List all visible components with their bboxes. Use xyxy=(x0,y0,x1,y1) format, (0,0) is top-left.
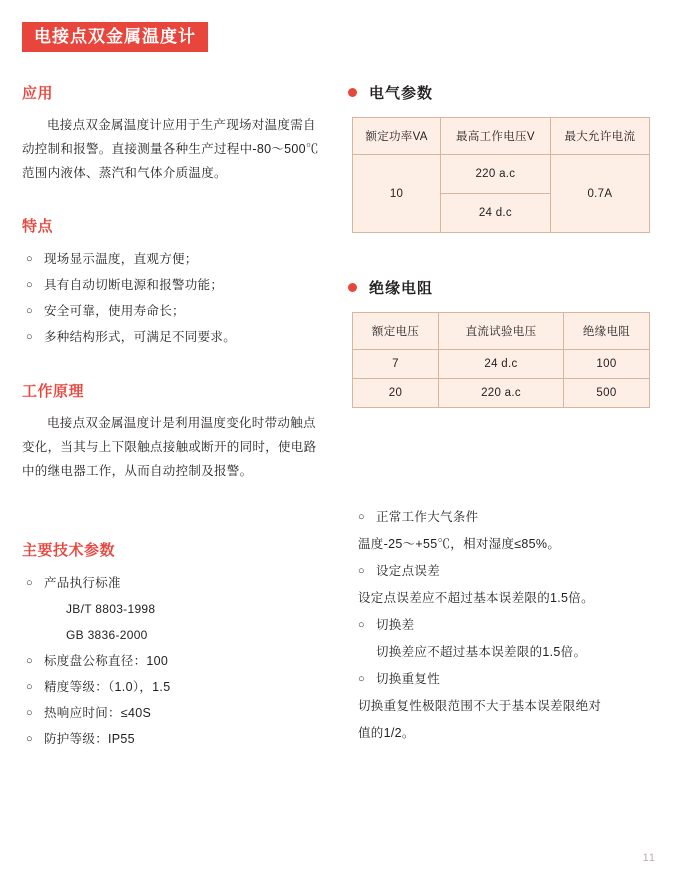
list-item: ○ 产品执行标准 xyxy=(22,570,322,596)
column-header: 额定电压 xyxy=(353,313,439,350)
column-header: 绝缘电阻 xyxy=(563,313,649,350)
list-item: ○ 精度等级：（1.0），1.5 xyxy=(22,674,322,700)
red-dot-icon xyxy=(348,88,357,97)
note-line: 切换差应不超过基本误差限的1.5倍。 xyxy=(376,645,587,659)
table-cell: 7 xyxy=(353,350,439,379)
note-line: ○ 切换差 xyxy=(348,612,658,639)
section-heading-application: 应用 xyxy=(22,85,54,102)
page-number: 11 xyxy=(642,852,656,864)
column-header: 最大允许电流 xyxy=(550,118,649,155)
insulation-heading-label: 绝缘电阻 xyxy=(369,280,434,297)
list-item: ○ 热响应时间：≤40S xyxy=(22,700,322,726)
insulation-heading xyxy=(348,277,658,298)
section-heading-principle: 工作原理 xyxy=(22,383,85,400)
table-row xyxy=(353,350,650,379)
table-row xyxy=(353,379,650,408)
list-item: ○ 具有自动切断电源和报警功能； xyxy=(22,272,322,298)
table-cell-voltage: 24 d.c xyxy=(441,194,551,233)
left-column xyxy=(22,82,322,752)
insulation-resistance-table xyxy=(352,312,650,408)
spec-subline: JB/T 8803-1998 xyxy=(66,602,156,616)
note-line: ○ 切换重复性 xyxy=(348,666,658,693)
list-item: ○ 多种结构形式，可满足不同要求。 xyxy=(22,324,322,350)
table-cell-power: 10 xyxy=(353,155,441,233)
specs-list xyxy=(22,570,322,596)
specs-list-continued xyxy=(22,648,322,752)
table-header-row xyxy=(353,118,650,155)
spec-subline: GB 3836-2000 xyxy=(66,628,148,642)
conditions-notes xyxy=(348,504,658,747)
note-line: ○ 正常工作大气条件 xyxy=(348,504,658,531)
electrical-heading-label: 电气参数 xyxy=(369,85,434,102)
page-title: 电接点双金属温度计 xyxy=(34,27,196,46)
table-cell: 220 a.c xyxy=(439,379,564,408)
table-cell: 100 xyxy=(563,350,649,379)
features-list xyxy=(22,246,322,350)
right-column xyxy=(348,82,658,747)
note-line: 设定点误差应不超过基本误差限的1.5倍。 xyxy=(358,591,594,605)
table-cell: 24 d.c xyxy=(439,350,564,379)
application-paragraph: 电接点双金属温度计应用于生产现场对温度需自动控制和报警。直接测量各种生产过程中-80～500℃范围内液体、蒸汽和气体介质温度。 xyxy=(22,118,319,180)
list-item: ○ 现场显示温度，直观方便； xyxy=(22,246,322,272)
table-header-row xyxy=(353,313,650,350)
table-row xyxy=(353,155,650,194)
red-dot-icon xyxy=(348,283,357,292)
table-cell: 20 xyxy=(353,379,439,408)
list-item: ○ 安全可靠，使用寿命长； xyxy=(22,298,322,324)
principle-paragraph: 电接点双金属温度计是利用温度变化时带动触点变化，当其与上下限触点接触或断开的同时，使电路中的继电器工作，从而自动控制及报警。 xyxy=(22,416,317,478)
column-header: 直流试验电压 xyxy=(439,313,564,350)
list-item: ○ 防护等级：IP55 xyxy=(22,726,322,752)
list-item: ○ 标度盘公称直径：100 xyxy=(22,648,322,674)
note-line: 切换重复性极限范围不大于基本误差限绝对 xyxy=(358,699,602,713)
section-heading-specs: 主要技术参数 xyxy=(22,542,116,559)
note-line: ○ 设定点误差 xyxy=(348,558,658,585)
table-cell: 500 xyxy=(563,379,649,408)
note-line: 温度-25～+55℃，相对湿度≤85%。 xyxy=(358,537,561,551)
page-title-banner xyxy=(22,22,208,52)
electrical-heading xyxy=(348,82,658,103)
column-header: 额定功率VA xyxy=(353,118,441,155)
note-line: 值的1/2。 xyxy=(358,726,415,740)
table-cell-current: 0.7A xyxy=(550,155,649,233)
section-heading-features: 特点 xyxy=(22,218,54,235)
table-cell-voltage: 220 a.c xyxy=(441,155,551,194)
column-header: 最高工作电压V xyxy=(441,118,551,155)
electrical-parameters-table xyxy=(352,117,650,233)
